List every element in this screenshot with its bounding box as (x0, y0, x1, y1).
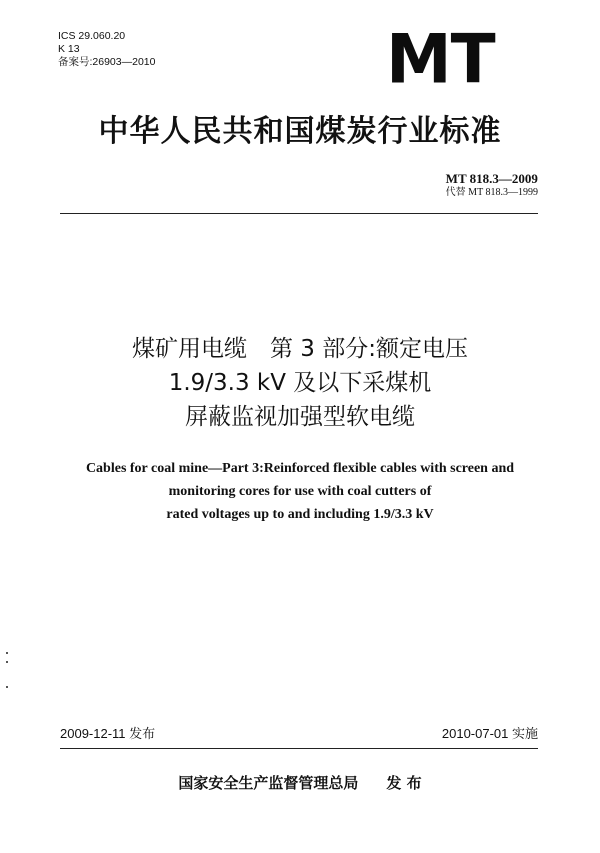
scan-speck (6, 686, 8, 688)
implementation-date: 2010-07-01 实施 (441, 726, 538, 741)
scan-speck (6, 661, 8, 663)
chinese-title-line: 煤矿用电缆 第 3 部分:额定电压 (131, 336, 468, 362)
mt-logo: MT (386, 20, 495, 99)
bottom-divider (60, 748, 538, 749)
top-divider (60, 213, 538, 214)
english-title-line: monitoring cores for use with coal cutters of (168, 484, 432, 499)
english-title (0, 457, 600, 526)
ics-code: ICS 29.060.20 (58, 30, 126, 42)
standard-category-title: 中华人民共和国煤炭行业标准 (98, 114, 502, 149)
issue-date: 2009-12-11 发布 (60, 726, 156, 741)
english-title-line: rated voltages up to and including 1.9/3.3 kV (166, 507, 434, 522)
publisher-line (0, 773, 600, 793)
record-number: 备案号:26903—2010 (58, 56, 156, 68)
replaces-note: 代替 MT 818.3—1999 (445, 187, 538, 198)
publisher-org: 国家安全生产监督管理总局 (178, 774, 359, 792)
chinese-title-line: 屏蔽监视加强型软电缆 (185, 404, 415, 430)
english-title-line: Cables for coal mine—Part 3:Reinforced flexible cables with screen and (85, 461, 515, 476)
chinese-title (0, 332, 600, 434)
classification-block (58, 30, 155, 69)
standard-number-block (446, 171, 538, 199)
scan-speck (6, 652, 8, 654)
standard-number: MT 818.3—2009 (445, 171, 538, 186)
chinese-title-line: 1.9/3.3 kV 及以下采煤机 (168, 370, 432, 396)
ccs-code: K 13 (58, 43, 80, 55)
publisher-action: 发 布 (386, 774, 422, 792)
